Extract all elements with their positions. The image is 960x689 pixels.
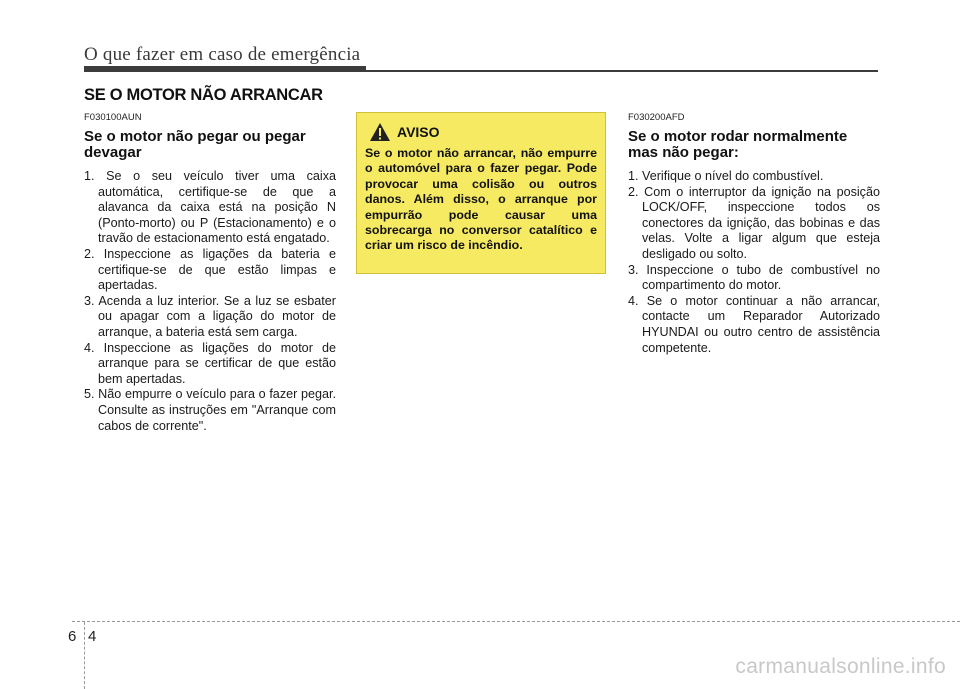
warning-header: [365, 122, 597, 142]
list-item: 4. Inspeccione as ligações do motor de arranque para se certificar de que estão bem apertadas.: [84, 340, 336, 386]
list-item: 1. Se o seu veículo tiver uma caixa automática, certifique-se de que a alavanca da caixa está na posição N (Ponto-morto) ou P (Estacionamento) e o travão de estacionamento está engatado.: [84, 169, 336, 246]
chapter-title: O que fazer em caso de emergência: [84, 44, 361, 65]
list-item: 2. Com o interruptor da ignição na posição LOCK/OFF, inspeccione todos os conectores da ignição, das bobinas e das velas. Volte a ligar algum que esteja desligado ou solto.: [628, 184, 880, 261]
list-item: 3. Inspeccione o tubo de combustível no compartimento do motor.: [628, 262, 880, 293]
list-item: 5. Não empurre o veículo para o fazer pegar. Consulte as instruções em "Arranque com cabos de corrente".: [84, 387, 336, 433]
warning-box: [356, 112, 606, 274]
page-chapter-number: 6: [68, 628, 77, 645]
list-item: 1. Verifique o nível do combustível.: [628, 169, 824, 183]
subsection-title: Se o motor rodar normalmente mas não pegar:: [628, 128, 848, 161]
footer-divider: [84, 622, 85, 689]
page-number: 4: [88, 628, 97, 645]
list-item: 3. Acenda a luz interior. Se a luz se esbater ou apagar com a ligação do motor de arranque, a bateria está sem carga.: [84, 293, 336, 339]
right-column: [628, 112, 880, 356]
steps-list: [84, 169, 336, 434]
watermark: carmanualsonline.info: [735, 655, 946, 678]
left-column: [84, 112, 336, 434]
steps-list: [628, 169, 880, 356]
warning-triangle-icon: [369, 122, 391, 142]
list-item: 2. Inspeccione as ligações da bateria e certifique-se de que estão limpas e apertadas.: [84, 246, 336, 293]
list-item: 4. Se o motor continuar a não arrancar, contacte um Reparador Autorizado HYUNDAI ou outro centro de assistência competente.: [628, 293, 880, 355]
header-rule-thin: [366, 70, 878, 72]
warning-text: Se o motor não arrancar, não empurre o automóvel para o fazer pegar. Pode provocar uma colisão ou outros danos. Além disso, o arranque por empurrão pode causar uma sobrecarga no conversor catalítico e criar um risco de incêndio.: [365, 146, 597, 253]
warning-title: AVISO: [397, 124, 440, 140]
header-rule-thick: [84, 66, 366, 72]
footer-rule: [72, 621, 960, 622]
subsection-title: Se o motor não pegar ou pegar devagar: [84, 128, 306, 161]
section-code: F030100AUN: [84, 112, 142, 123]
section-title: SE O MOTOR NÃO ARRANCAR: [84, 86, 323, 104]
section-code: F030200AFD: [628, 112, 685, 123]
